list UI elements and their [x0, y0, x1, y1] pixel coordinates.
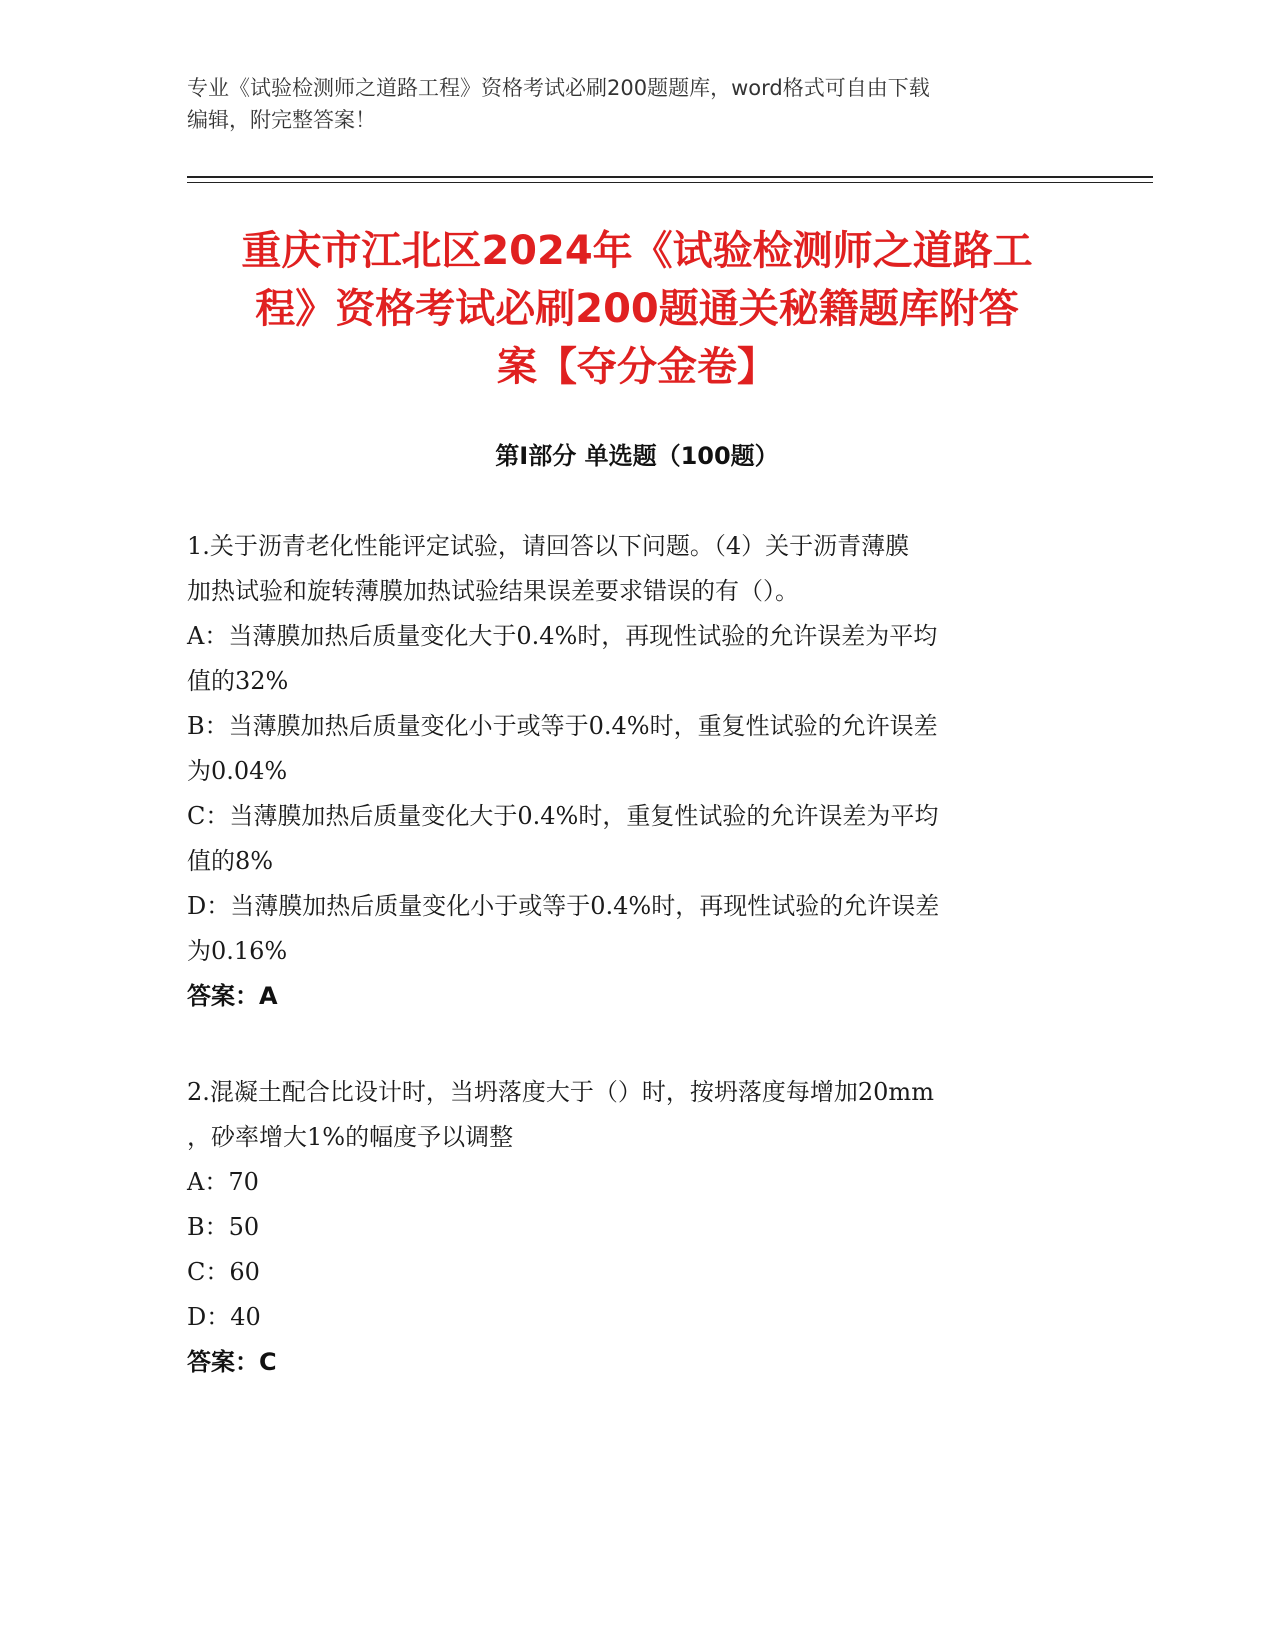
question-1-option-c-line-1: C：当薄膜加热后质量变化大于0.4%时，重复性试验的允许误差为平均 — [187, 802, 939, 830]
question-1-stem-line-2: 加热试验和旋转薄膜加热试验结果误差要求错误的有（）。 — [187, 577, 799, 605]
question-1-option-a-line-1: A：当薄膜加热后质量变化大于0.4%时，再现性试验的允许误差为平均 — [187, 622, 938, 650]
header-rule-thick — [187, 176, 1153, 178]
header-note — [187, 72, 1087, 136]
question-2-option-b: B：50 — [187, 1213, 260, 1241]
question-1 — [187, 524, 1087, 1019]
document-title-line-1: 重庆市江北区2024年《试验检测师之道路工 — [241, 228, 1033, 274]
header-note-line-2: 编辑，附完整答案！ — [187, 108, 376, 132]
question-2 — [187, 1070, 1087, 1385]
question-1-option-d-line-1: D：当薄膜加热后质量变化小于或等于0.4%时，再现性试验的允许误差 — [187, 892, 940, 920]
question-1-option-b-line-2: 为0.04% — [187, 757, 288, 785]
header-rule-thin — [187, 182, 1153, 183]
question-1-option-d-line-2: 为0.16% — [187, 937, 288, 965]
question-2-option-c: C：60 — [187, 1258, 260, 1286]
question-1-answer: 答案：A — [187, 982, 278, 1010]
question-1-option-a-line-2: 值的32% — [187, 667, 289, 695]
document-title-line-3: 案【夺分金卷】 — [497, 344, 777, 390]
question-2-stem-line-1: 2.混凝土配合比设计时，当坍落度大于（）时，按坍落度每增加20mm — [187, 1078, 934, 1106]
header-note-line-1: 专业《试验检测师之道路工程》资格考试必刷200题题库，word格式可自由下载 — [187, 76, 930, 100]
question-1-stem-line-1: 1.关于沥青老化性能评定试验，请回答以下问题。（4）关于沥青薄膜 — [187, 532, 910, 560]
question-1-option-c-line-2: 值的8% — [187, 847, 274, 875]
section-title: 第I部分 单选题（100题） — [495, 442, 779, 470]
question-1-option-b-line-1: B：当薄膜加热后质量变化小于或等于0.4%时，重复性试验的允许误差 — [187, 712, 938, 740]
document-title — [187, 222, 1087, 396]
document-title-line-2: 程》资格考试必刷200题通关秘籍题库附答 — [255, 286, 1019, 332]
question-2-answer: 答案：C — [187, 1348, 277, 1376]
question-2-option-a: A：70 — [187, 1168, 259, 1196]
question-2-stem-line-2: ，砂率增大1%的幅度予以调整 — [187, 1123, 514, 1151]
question-2-option-d: D：40 — [187, 1303, 261, 1331]
